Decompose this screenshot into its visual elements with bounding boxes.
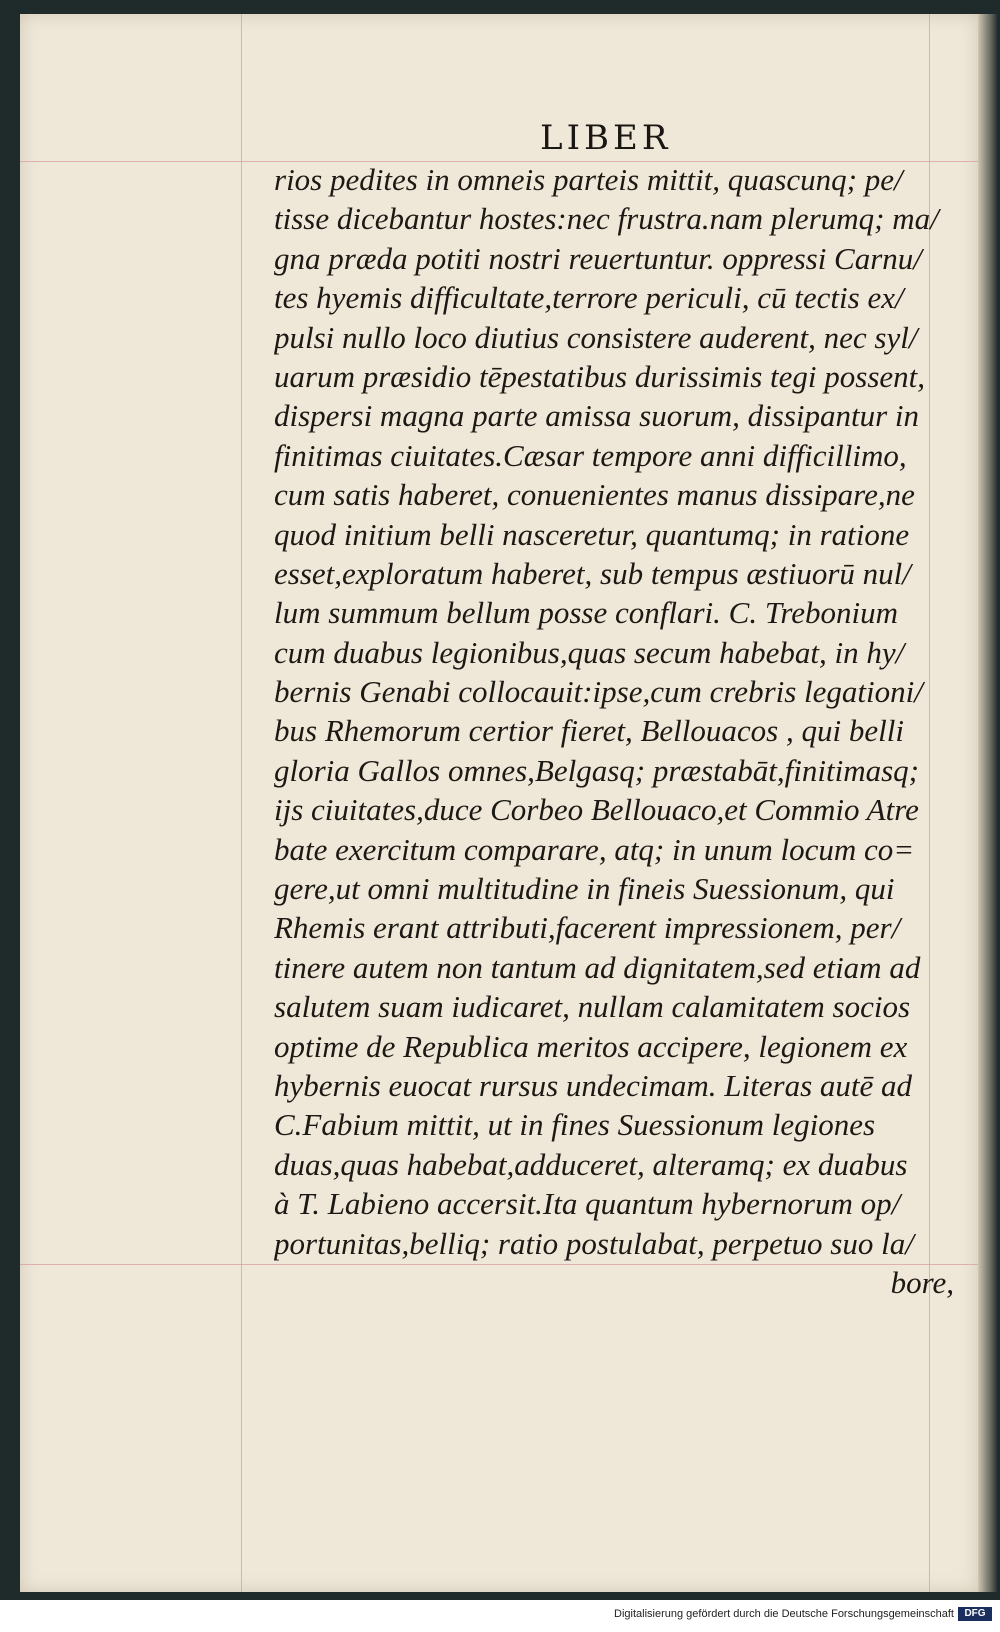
text-line: cum duabus legionibus,quas secum habebat, in hy/ [274, 634, 905, 670]
text-line: optime de Republica meritos accipere, legionem ex [274, 1028, 908, 1064]
text-line: gna præda potiti nostri reuertuntur. oppressi Carnu/ [274, 240, 922, 276]
text-line: gere,ut omni multitudine in fineis Suessionum, qui [274, 871, 895, 907]
text-line: lum summum bellum posse conflari. C. Trebonium [274, 595, 899, 631]
funding-credit: Digitalisierung gefördert durch die Deutsche Forschungsgemeinschaft [614, 1608, 954, 1620]
text-line: bate exercitum comparare, atq; in unum locum co= [274, 831, 915, 867]
text-line: C.Fabium mittit, ut in fines Suessionum legiones [274, 1107, 876, 1143]
text-line: finitimas ciuitates.Cæsar tempore anni difficillimo, [274, 437, 907, 473]
text-line: quod initium belli nasceretur, quantumq; in ratione [274, 516, 910, 552]
text-line: gloria Gallos omnes,Belgasq; præstabāt,finitimasq; [274, 752, 919, 788]
text-line: pulsi nullo loco diutius consistere auderent, nec syl/ [274, 319, 918, 355]
text-line: tes hyemis difficultate,terrore periculi, cū tectis ex/ [274, 280, 904, 316]
text-line: tisse dicebantur hostes:nec frustra.nam plerumq; ma/ [274, 201, 939, 237]
text-line: salutem suam iudicaret, nullam calamitatem socios [274, 989, 911, 1025]
text-line: duas,quas habebat,adduceret, alteramq; ex duabus [274, 1146, 908, 1182]
text-line: bernis Genabi collocauit:ipse,cum crebris legationi/ [274, 674, 923, 710]
text-line: bus Rhemorum certior fieret, Bellouacos , qui belli [274, 713, 904, 749]
dfg-logo[interactable]: DFG [958, 1607, 992, 1621]
text-line: à T. Labieno accersit.Ita quantum hybernorum op/ [274, 1186, 901, 1222]
text-line: portunitas,belliq; ratio postulabat, perpetuo suo la/ [274, 1225, 914, 1261]
text-line: ijs ciuitates,duce Corbeo Bellouaco,et Commio Atre [274, 792, 919, 828]
text-line: tinere autem non tantum ad dignitatem,sed etiam ad [274, 949, 921, 985]
margin-rule-left [241, 14, 242, 1592]
footer-bar [0, 1600, 1000, 1632]
text-line: dispersi magna parte amissa suorum, dissipantur in [274, 398, 920, 434]
text-line: esset,exploratum haberet, sub tempus æstiuorū nul/ [274, 555, 911, 591]
text-line: rios pedites in omneis parteis mittit, quascunq; pe/ [274, 162, 903, 197]
text-line: uarum præsidio tēpestatibus durissimis tegi possent, [274, 358, 926, 394]
body-text [274, 160, 954, 1302]
text-line: cum satis haberet, conuenientes manus dissipare,ne [274, 477, 915, 513]
running-head: LIBER [540, 118, 672, 158]
catchword: bore, [890, 1264, 954, 1300]
page-spine-shadow [978, 14, 998, 1592]
text-line: hybernis euocat rursus undecimam. Literas autē ad [274, 1067, 913, 1103]
text-line: Rhemis erant attributi,facerent impressionem, per/ [274, 910, 901, 946]
